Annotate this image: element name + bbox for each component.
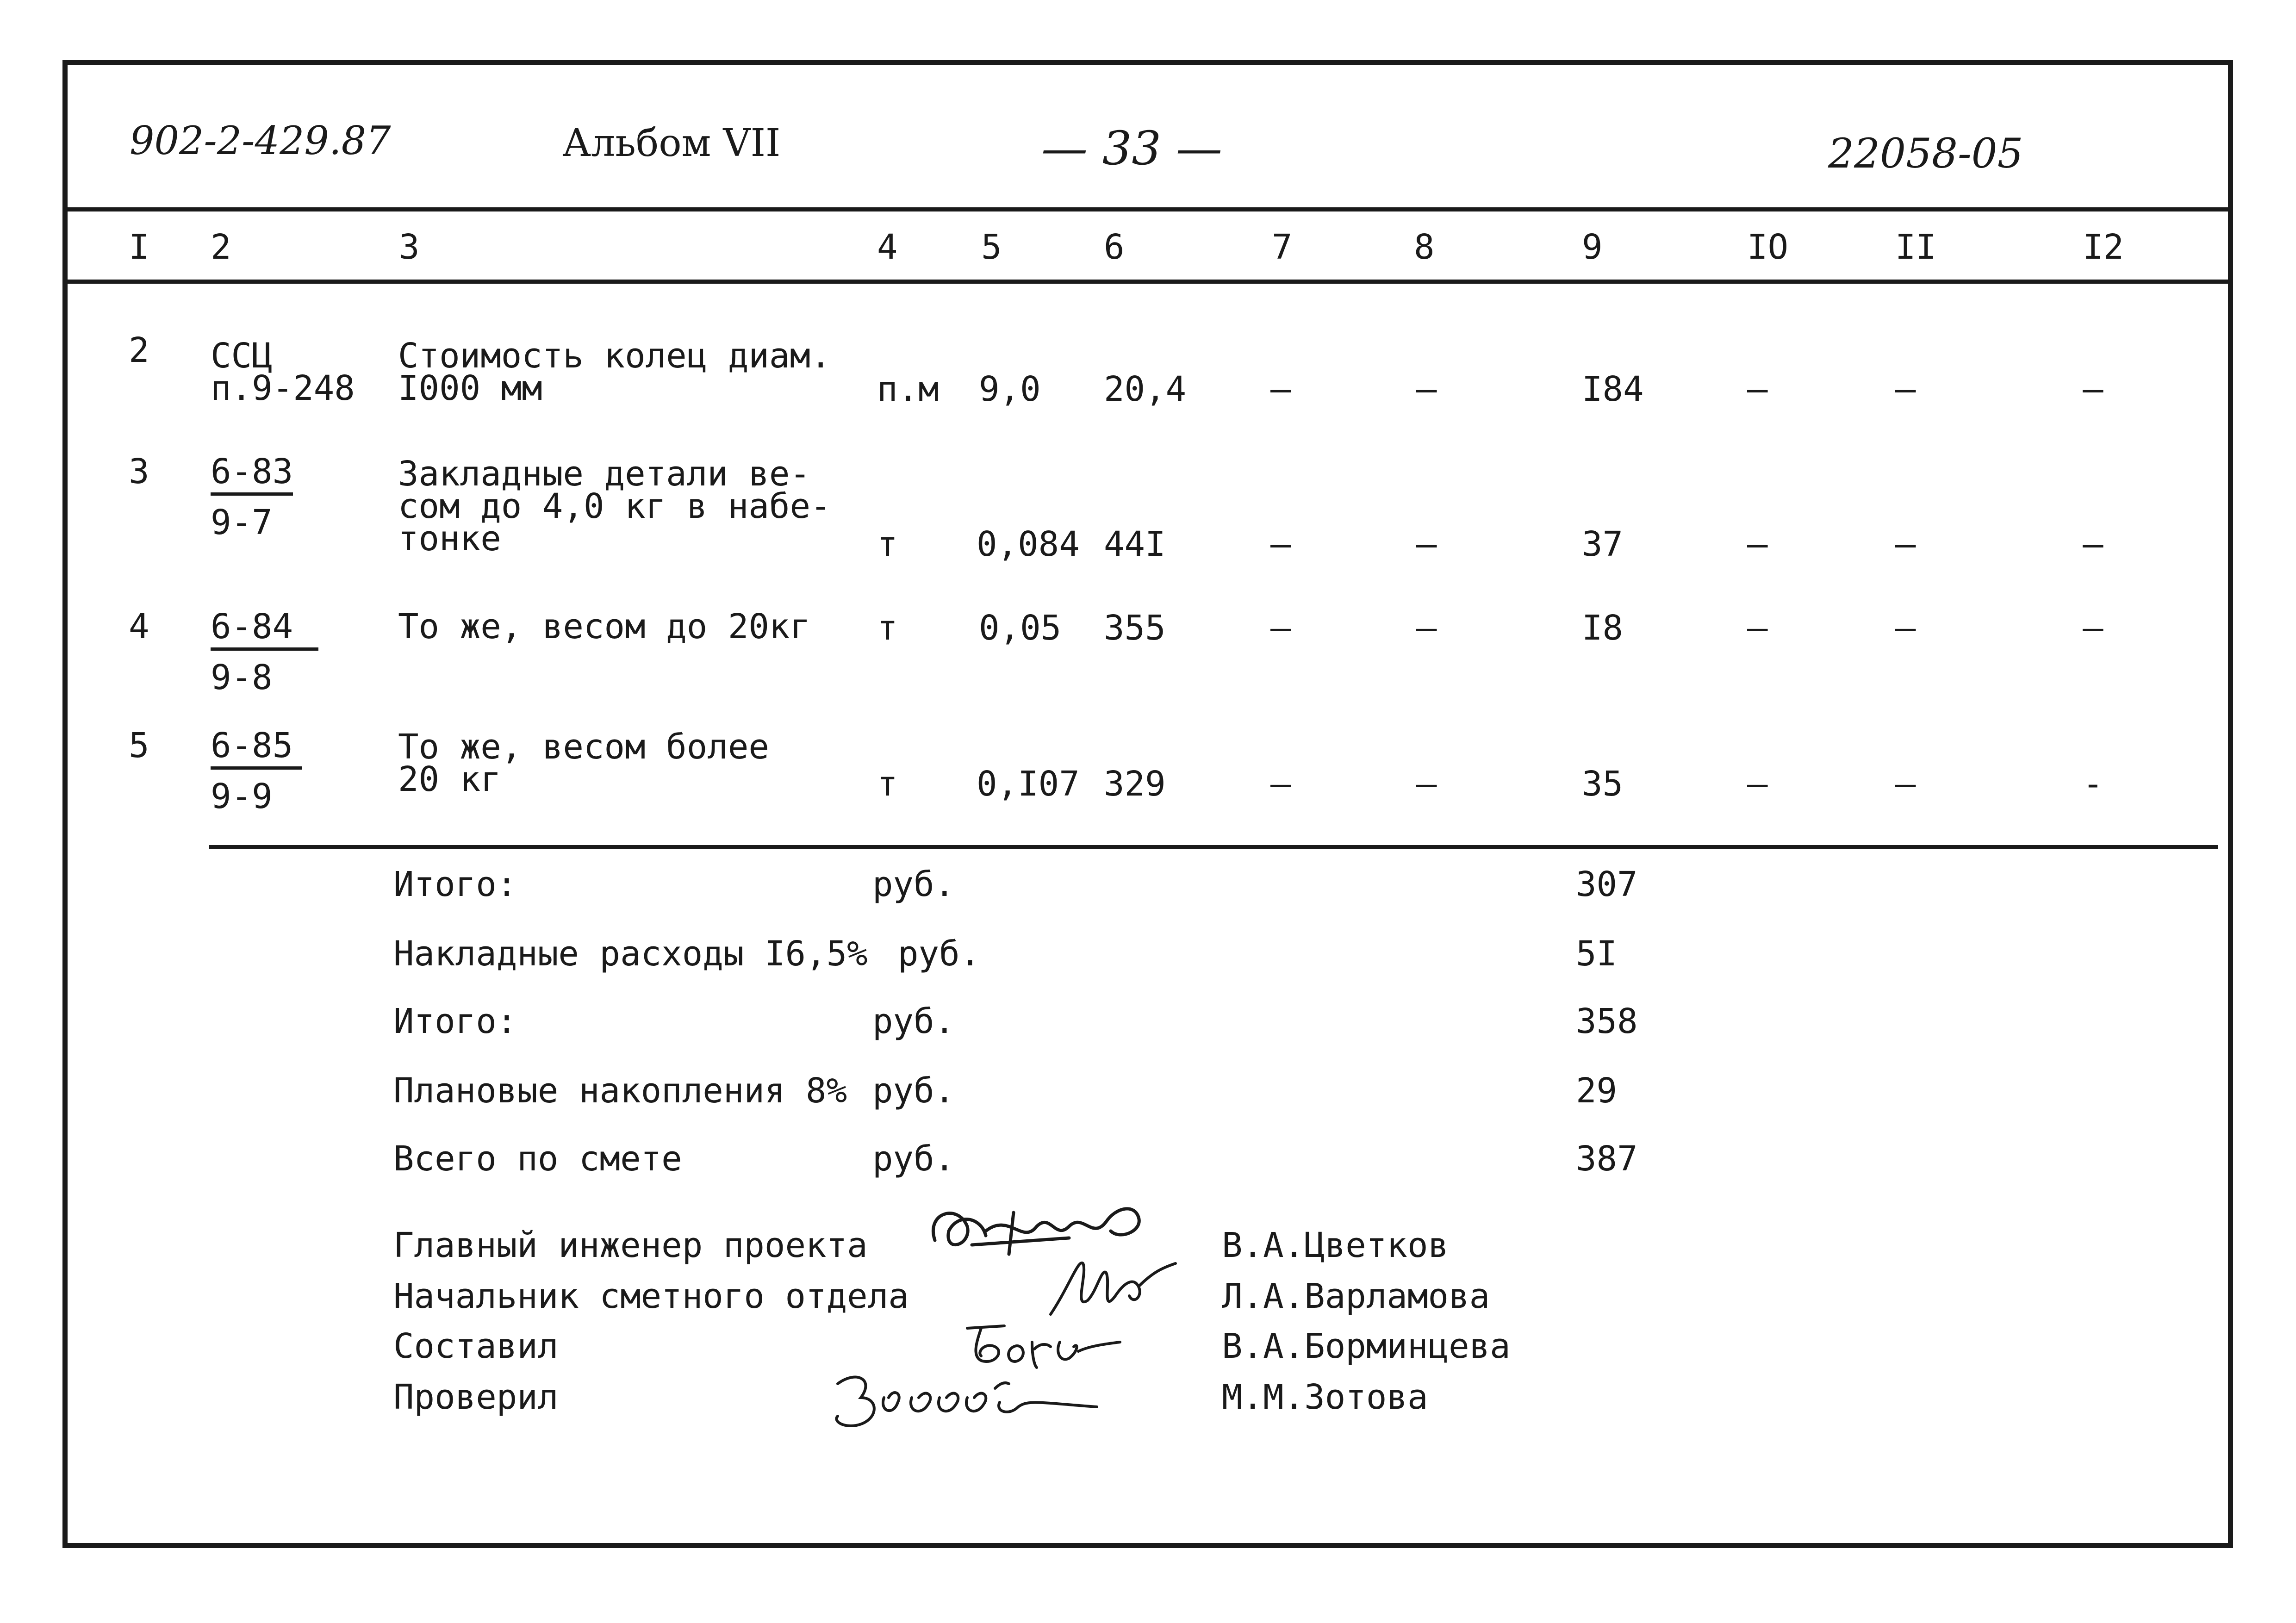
row-unit-price: 20,4 bbox=[1104, 369, 1187, 409]
document-code: 902-2-429.87 bbox=[130, 118, 391, 163]
column-header: I2 bbox=[2083, 227, 2124, 267]
row-number: 3 bbox=[129, 452, 149, 491]
row-code-top bbox=[211, 609, 318, 651]
row-cell: - bbox=[2083, 764, 2103, 804]
row-cell: – bbox=[2083, 369, 2103, 409]
column-header: I bbox=[129, 227, 149, 267]
summary-value: 387 bbox=[1576, 1139, 1638, 1179]
summary-value: 29 bbox=[1576, 1071, 1618, 1111]
summary-unit: руб. bbox=[872, 864, 955, 904]
row-cell: – bbox=[1895, 608, 1916, 648]
column-header: IO bbox=[1747, 227, 1789, 267]
row-cell: – bbox=[1416, 524, 1437, 564]
row-cell: – bbox=[1747, 764, 1768, 804]
row-code-bottom: 9-8 bbox=[211, 658, 273, 697]
row-cell: – bbox=[1895, 764, 1916, 804]
signature-name: Л.А.Варламова bbox=[1222, 1276, 1490, 1316]
row-unit-price: 355 bbox=[1104, 608, 1166, 648]
signature-name: В.А.Борминцева bbox=[1222, 1326, 1511, 1366]
summary-rule bbox=[209, 845, 2218, 849]
summary-value: 5I bbox=[1576, 934, 1618, 974]
summary-label: Итого: bbox=[393, 1001, 517, 1041]
row-cell: – bbox=[1747, 369, 1768, 409]
summary-value: 358 bbox=[1576, 1001, 1638, 1041]
row-cell: – bbox=[1270, 764, 1291, 804]
column-header: II bbox=[1895, 227, 1937, 267]
row-unit: т bbox=[877, 764, 898, 804]
row-cell: – bbox=[1416, 369, 1437, 409]
header-bottom-rule bbox=[67, 280, 2228, 284]
row-unit: т bbox=[877, 524, 898, 564]
row-code-top-text: 6-84 bbox=[211, 609, 318, 651]
signature-role: Главный инженер проекта bbox=[393, 1225, 868, 1265]
row-cell: – bbox=[1416, 608, 1437, 648]
row-total: 35 bbox=[1582, 764, 1624, 804]
row-code-bottom: 9-9 bbox=[211, 777, 273, 816]
row-cell: – bbox=[1895, 369, 1916, 409]
row-quantity: 0,I07 bbox=[977, 764, 1080, 804]
row-cell: – bbox=[1416, 764, 1437, 804]
row-code-bottom: п.9-248 bbox=[211, 368, 355, 408]
row-cell: – bbox=[2083, 608, 2103, 648]
row-cell: – bbox=[1270, 369, 1291, 409]
row-unit-price: 329 bbox=[1104, 764, 1166, 804]
signature-name: М.М.Зотова bbox=[1222, 1377, 1428, 1417]
summary-label: Всего по смете bbox=[393, 1139, 682, 1179]
column-header: 6 bbox=[1104, 227, 1125, 267]
row-total: I8 bbox=[1582, 608, 1624, 648]
row-code-top bbox=[211, 454, 293, 496]
row-code-top-text: 6-83 bbox=[211, 454, 293, 496]
row-code-top-text: 6-85 bbox=[211, 728, 302, 770]
column-header: 5 bbox=[981, 227, 1002, 267]
row-cell: – bbox=[1747, 524, 1768, 564]
column-header: 8 bbox=[1414, 227, 1435, 267]
row-quantity: 0,05 bbox=[979, 608, 1062, 648]
row-quantity: 0,084 bbox=[977, 524, 1080, 564]
row-number: 2 bbox=[129, 330, 149, 370]
row-cell: – bbox=[1747, 608, 1768, 648]
row-quantity: 9,0 bbox=[979, 369, 1041, 409]
row-description: То же, весом до 20кг bbox=[398, 607, 811, 647]
row-description: Стоимость колец диам. bbox=[398, 336, 831, 376]
summary-label: Плановые накопления 8% bbox=[393, 1071, 847, 1111]
summary-unit: руб. bbox=[872, 1001, 955, 1041]
signature-role: Составил bbox=[393, 1326, 559, 1366]
signature-scribble-checker bbox=[819, 1361, 1115, 1444]
row-code-top: ССЦ bbox=[211, 336, 273, 376]
row-total: I84 bbox=[1582, 369, 1644, 409]
column-header: 4 bbox=[877, 227, 898, 267]
row-number: 5 bbox=[129, 726, 149, 765]
row-description: тонке bbox=[398, 519, 501, 559]
row-description: сом до 4,0 кг в набе- bbox=[398, 486, 831, 526]
album-title: Альбом VII bbox=[562, 121, 781, 165]
row-code-bottom: 9-7 bbox=[211, 503, 273, 542]
row-unit: т bbox=[877, 608, 898, 648]
signature-role: Начальник сметного отдела bbox=[393, 1276, 909, 1316]
row-description: Закладные детали ве- bbox=[398, 454, 811, 494]
summary-value: 307 bbox=[1576, 864, 1638, 904]
row-unit-price: 44I bbox=[1104, 524, 1166, 564]
column-header: 7 bbox=[1272, 227, 1293, 267]
header-top-rule bbox=[67, 207, 2228, 211]
signature-role: Проверил bbox=[393, 1377, 559, 1417]
summary-unit: руб. bbox=[898, 934, 981, 974]
row-cell: – bbox=[1270, 608, 1291, 648]
page-number: — 33 — bbox=[1041, 121, 1222, 175]
column-header: 3 bbox=[399, 227, 420, 267]
row-unit: п.м bbox=[877, 369, 939, 409]
row-description: То же, весом более bbox=[398, 727, 769, 767]
row-description: 20 кг bbox=[398, 759, 501, 799]
signature-name: В.А.Цветков bbox=[1222, 1225, 1449, 1265]
column-header: 2 bbox=[211, 227, 231, 267]
row-cell: – bbox=[1895, 524, 1916, 564]
summary-unit: руб. bbox=[872, 1139, 955, 1179]
row-cell: – bbox=[2083, 524, 2103, 564]
archive-number: 22058-05 bbox=[1828, 130, 2023, 177]
summary-label: Накладные расходы I6,5% bbox=[393, 934, 868, 974]
row-number: 4 bbox=[129, 607, 149, 647]
row-cell: – bbox=[1270, 524, 1291, 564]
row-code-top bbox=[211, 728, 302, 770]
column-header: 9 bbox=[1582, 227, 1603, 267]
summary-label: Итого: bbox=[393, 864, 517, 904]
row-total: 37 bbox=[1582, 524, 1624, 564]
signature-scribble-estimate-head bbox=[1041, 1245, 1180, 1324]
row-description: I000 мм bbox=[398, 368, 542, 408]
summary-unit: руб. bbox=[872, 1071, 955, 1111]
